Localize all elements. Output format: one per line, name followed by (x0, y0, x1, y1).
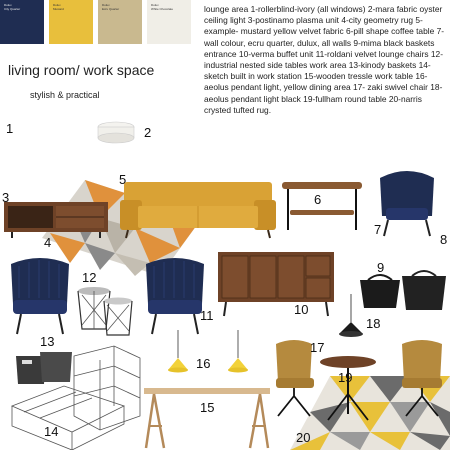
item-number-2: 2 (144, 125, 152, 140)
black-baskets-image (356, 268, 448, 314)
item-number-19: 19 (338, 370, 353, 385)
swatch-label: Dulux Ecru Quarter (102, 3, 120, 11)
item-number-5: 5 (119, 172, 127, 187)
tv-unit-image (2, 200, 110, 240)
item-number-14: 14 (44, 424, 59, 439)
ceiling-light-image (96, 118, 136, 148)
paint-swatch-white (147, 0, 191, 44)
item-number-1: 1 (6, 121, 14, 136)
paint-swatch-city-quarter (0, 0, 44, 44)
mustard-sofa-image (118, 180, 278, 240)
board-subtitle: stylish & practical (30, 90, 100, 100)
lounge-chair-left-image (5, 258, 75, 336)
black-pendant-light-image (336, 294, 366, 340)
item-number-3: 3 (2, 190, 10, 205)
item-number-10: 10 (294, 302, 309, 317)
item-number-16: 16 (196, 356, 211, 371)
coffee-table-image (280, 180, 365, 232)
item-number-4: 4 (44, 235, 52, 250)
paint-swatch-mustard (49, 0, 93, 44)
navy-armchair-image (372, 168, 442, 238)
item-number-7: 7 (374, 222, 382, 237)
item-number-20: 20 (296, 430, 311, 445)
item-number-15: 15 (200, 400, 215, 415)
swatch-label: Dulux City Quarter (4, 3, 21, 11)
board-title: living room/ work space (8, 62, 155, 78)
swatch-label: Dulux Mustard (53, 3, 64, 11)
items-description: lounge area 1-rollerblind-ivory (all windows) 2-mara fabric oyster ceiling light 3-postinamo plasma unit 4-city geometry rug 5-example- mustard yellow velvet fabric 6-pill shape coffee table 7-wall colour, ecru quarter, dulux, all walls 9-mima black baskets entrance 10-verma buffet unit 11-roldani velvet lounge chairs 12-industrial nested side tables work area 13-kinody baskets 14- sketch built in work station 15-wooden tressle work table 16-aeolus pendant light, yellow dining area 17- zaki swivel chair 18- aeolus pendant light black 19-fullham round table 20-narris crysted tufted rug. (204, 4, 445, 115)
round-dining-table-image (318, 354, 378, 424)
item-number-11: 11 (200, 308, 214, 323)
swivel-chair-right-image (396, 340, 448, 420)
workstation-sketch-image (4, 346, 144, 450)
lounge-chair-right-image (140, 258, 210, 336)
paint-swatch-ecru-quarter (98, 0, 142, 44)
item-number-12: 12 (82, 270, 97, 285)
item-number-8: 8 (440, 232, 448, 247)
swatch-label: Dulux White Chocolate (151, 3, 174, 11)
item-number-9: 9 (377, 260, 385, 275)
nested-side-tables-image (74, 285, 136, 337)
item-number-13: 13 (40, 334, 55, 349)
trestle-table-image (142, 386, 272, 450)
item-number-17: 17 (310, 340, 325, 355)
item-number-18: 18 (366, 316, 381, 331)
buffet-unit-image (216, 250, 336, 320)
item-number-6: 6 (314, 192, 322, 207)
